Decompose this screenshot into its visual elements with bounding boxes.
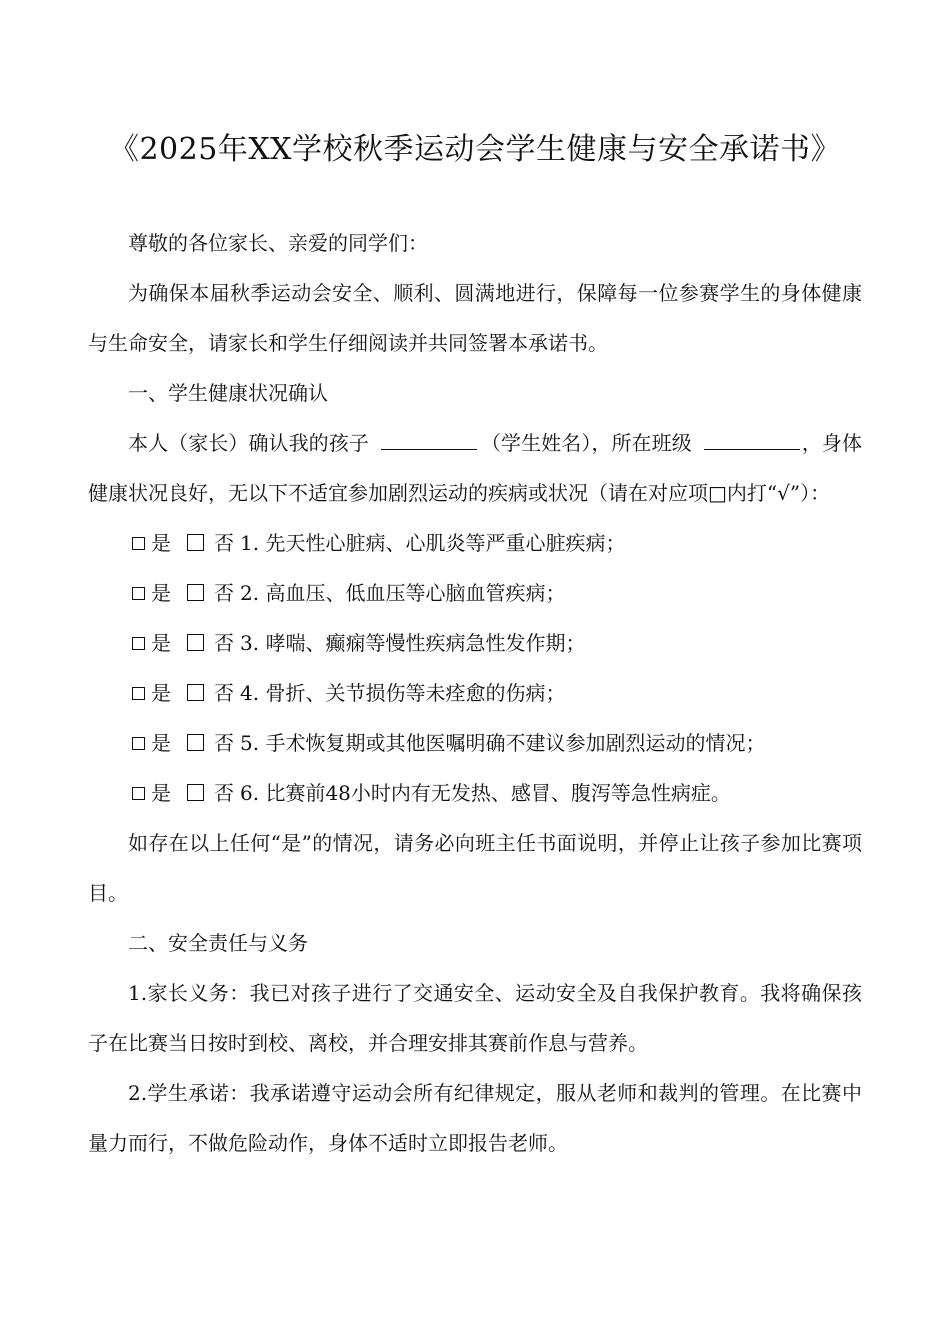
no-checkbox[interactable] xyxy=(187,684,204,701)
health-item-text: 3. 哮喘、癫痫等慢性疾病急性发作期； xyxy=(240,631,586,655)
no-checkbox[interactable] xyxy=(187,634,204,651)
no-checkbox[interactable] xyxy=(187,734,204,751)
student-name-field[interactable] xyxy=(381,425,477,450)
yes-label: 是 xyxy=(151,531,171,555)
yes-checkbox[interactable] xyxy=(132,787,145,800)
yes-label: 是 xyxy=(151,631,171,655)
document-title: 《2025年XX学校秋季运动会学生健康与安全承诺书》 xyxy=(108,132,842,167)
confirm-text-3: ，身体健康状况良好，无以下不适宜参加剧烈运动的疾病或状况（请在对应项□内打“√”）： xyxy=(88,431,863,505)
yes-checkbox[interactable] xyxy=(132,537,145,550)
yes-label: 是 xyxy=(151,681,171,705)
no-label: 否 xyxy=(214,781,234,805)
health-item-text: 4. 骨折、关节损伤等未痊愈的伤病； xyxy=(240,681,566,705)
parent-duty-paragraph: 1.家长义务：我已对孩子进行了交通安全、运动安全及自我保护教育。我将确保孩子在比赛当日按时到校、离校，并合理安排其赛前作息与营养。 xyxy=(88,981,862,1055)
health-item-text: 6. 比赛前48小时内有无发热、感冒、腹泻等急性病症。 xyxy=(240,781,731,805)
no-label: 否 xyxy=(214,631,234,655)
health-note: 如存在以上任何“是”的情况，请务必向班主任书面说明，并停止让孩子参加比赛项目。 xyxy=(88,831,862,905)
no-checkbox[interactable] xyxy=(187,584,204,601)
yes-checkbox[interactable] xyxy=(132,737,145,750)
no-checkbox[interactable] xyxy=(187,534,204,551)
salutation: 尊敬的各位家长、亲爱的同学们： xyxy=(128,231,428,255)
health-check-item xyxy=(88,668,862,718)
yes-label: 是 xyxy=(151,581,171,605)
confirm-text-1: 本人（家长）确认我的孩子 xyxy=(128,431,369,455)
health-item-text: 2. 高血压、低血压等心脑血管疾病； xyxy=(240,581,566,605)
health-check-item xyxy=(88,768,862,818)
health-item-text: 1. 先天性心脏病、心肌炎等严重心脏疾病； xyxy=(240,531,626,555)
class-field[interactable] xyxy=(704,425,788,450)
document-body xyxy=(88,218,862,1168)
no-label: 否 xyxy=(214,681,234,705)
yes-checkbox[interactable] xyxy=(132,587,145,600)
health-check-item xyxy=(88,568,862,618)
confirmation-paragraph xyxy=(88,418,862,518)
student-pledge-paragraph: 2.学生承诺：我承诺遵守运动会所有纪律规定，服从老师和裁判的管理。在比赛中量力而行，不做危险动作，身体不适时立即报告老师。 xyxy=(88,1081,862,1155)
no-label: 否 xyxy=(214,731,234,755)
confirm-text-2: （学生姓名），所在班级 xyxy=(480,431,692,455)
no-label: 否 xyxy=(214,581,234,605)
health-item-text: 5. 手术恢复期或其他医嘱明确不建议参加剧烈运动的情况； xyxy=(240,731,766,755)
health-check-item xyxy=(88,718,862,768)
no-checkbox[interactable] xyxy=(187,784,204,801)
health-check-item xyxy=(88,518,862,568)
yes-checkbox[interactable] xyxy=(132,637,145,650)
health-check-item xyxy=(88,618,862,668)
yes-label: 是 xyxy=(151,731,171,755)
section1-heading: 一、学生健康状况确认 xyxy=(128,381,328,405)
no-label: 否 xyxy=(214,531,234,555)
yes-checkbox[interactable] xyxy=(132,687,145,700)
intro-paragraph: 为确保本届秋季运动会安全、顺利、圆满地进行，保障每一位参赛学生的身体健康与生命安全，请家长和学生仔细阅读并共同签署本承诺书。 xyxy=(88,281,862,355)
yes-label: 是 xyxy=(151,781,171,805)
section2-heading: 二、安全责任与义务 xyxy=(128,931,308,955)
class-field-tail xyxy=(788,425,800,450)
